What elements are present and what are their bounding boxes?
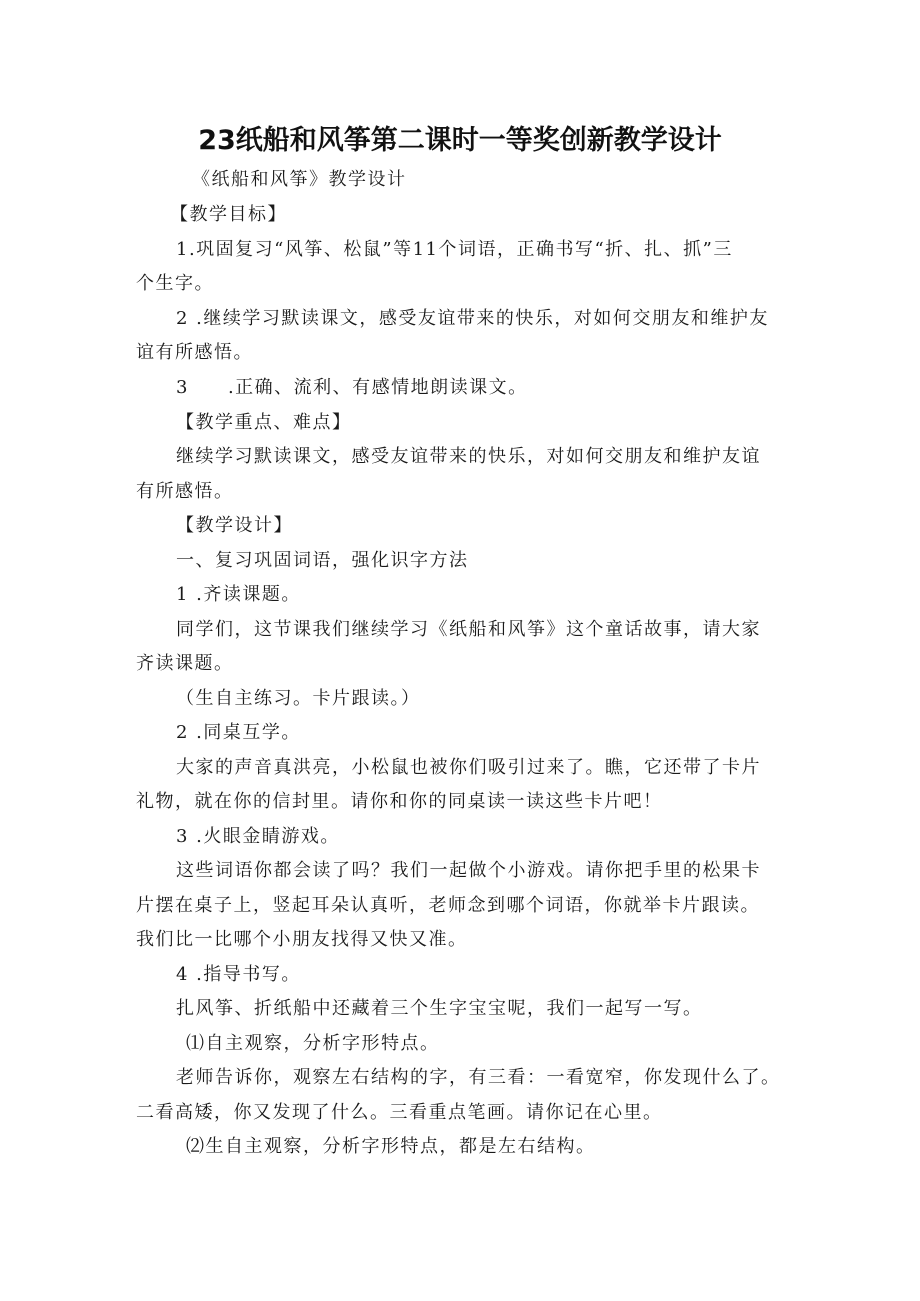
paragraph-line: 谊有所感悟。 — [136, 342, 253, 363]
document-title: 23纸船和风筝第二课时一等奖创新教学设计 — [198, 125, 722, 156]
section-heading-key-points: 【教学重点、难点】 — [176, 412, 352, 433]
paragraph-line: 3 .正确、流利、有感情地朗读课文。 — [176, 377, 528, 398]
paragraph-line: 礼物，就在你的信封里。请你和你的同桌读一读这些卡片吧！ — [136, 791, 663, 812]
section-heading-objectives: 【教学目标】 — [170, 204, 287, 225]
paragraph-line: 2 .同桌互学。 — [176, 722, 301, 743]
paragraph-line: 扎风筝、折纸船中还藏着三个生字宝宝呢，我们一起写一写。 — [176, 998, 703, 1019]
paragraph-line: 有所感悟。 — [136, 481, 234, 502]
paragraph-line: （生自主练习。卡片跟读。） — [176, 688, 421, 709]
paragraph-line: 二看高矮，你又发现了什么。三看重点笔画。请你记在心里。 — [136, 1102, 663, 1123]
paragraph-line: 一、复习巩固词语，强化识字方法 — [176, 550, 469, 571]
paragraph-line: 2 .继续学习默读课文，感受友谊带来的快乐，对如何交朋友和维护友 — [176, 308, 769, 329]
paragraph-line: 3 .火眼金睛游戏。 — [176, 826, 340, 847]
section-heading-design: 【教学设计】 — [176, 515, 293, 536]
paragraph-line: 大家的声音真洪亮，小松鼠也被你们吸引过来了。瞧，它还带了卡片 — [176, 757, 761, 778]
paragraph-line: 同学们，这节课我们继续学习《纸船和风筝》这个童话故事，请大家 — [176, 619, 761, 640]
paragraph-line: ⑵生自主观察，分析字形特点，都是左右结构。 — [186, 1136, 596, 1157]
paragraph-line: 齐读课题。 — [136, 653, 234, 674]
paragraph-line: 4 .指导书写。 — [176, 964, 301, 985]
paragraph-line: 片摆在桌子上，竖起耳朵认真听，老师念到哪个词语，你就举卡片跟读。 — [136, 895, 760, 916]
paragraph-line: 继续学习默读课文，感受友谊带来的快乐，对如何交朋友和维护友谊 — [176, 446, 761, 467]
paragraph-line: 这些词语你都会读了吗？我们一起做个小游戏。请你把手里的松果卡 — [176, 860, 761, 881]
paragraph-line: 1 .齐读课题。 — [176, 584, 301, 605]
paragraph-line: 老师告诉你，观察左右结构的字，有三看：一看宽窄，你发现什么了。 — [176, 1067, 781, 1088]
paragraph-line: 1.巩固复习“风筝、松鼠”等11个词语，正确书写“折、扎、抓”三 — [176, 239, 733, 260]
subtitle: 《纸船和风筝》教学设计 — [192, 169, 407, 190]
paragraph-line: ⑴自主观察，分析字形特点。 — [186, 1033, 440, 1054]
paragraph-line: 个生字。 — [136, 273, 214, 294]
paragraph-line: 我们比一比哪个小朋友找得又快又准。 — [136, 929, 468, 950]
